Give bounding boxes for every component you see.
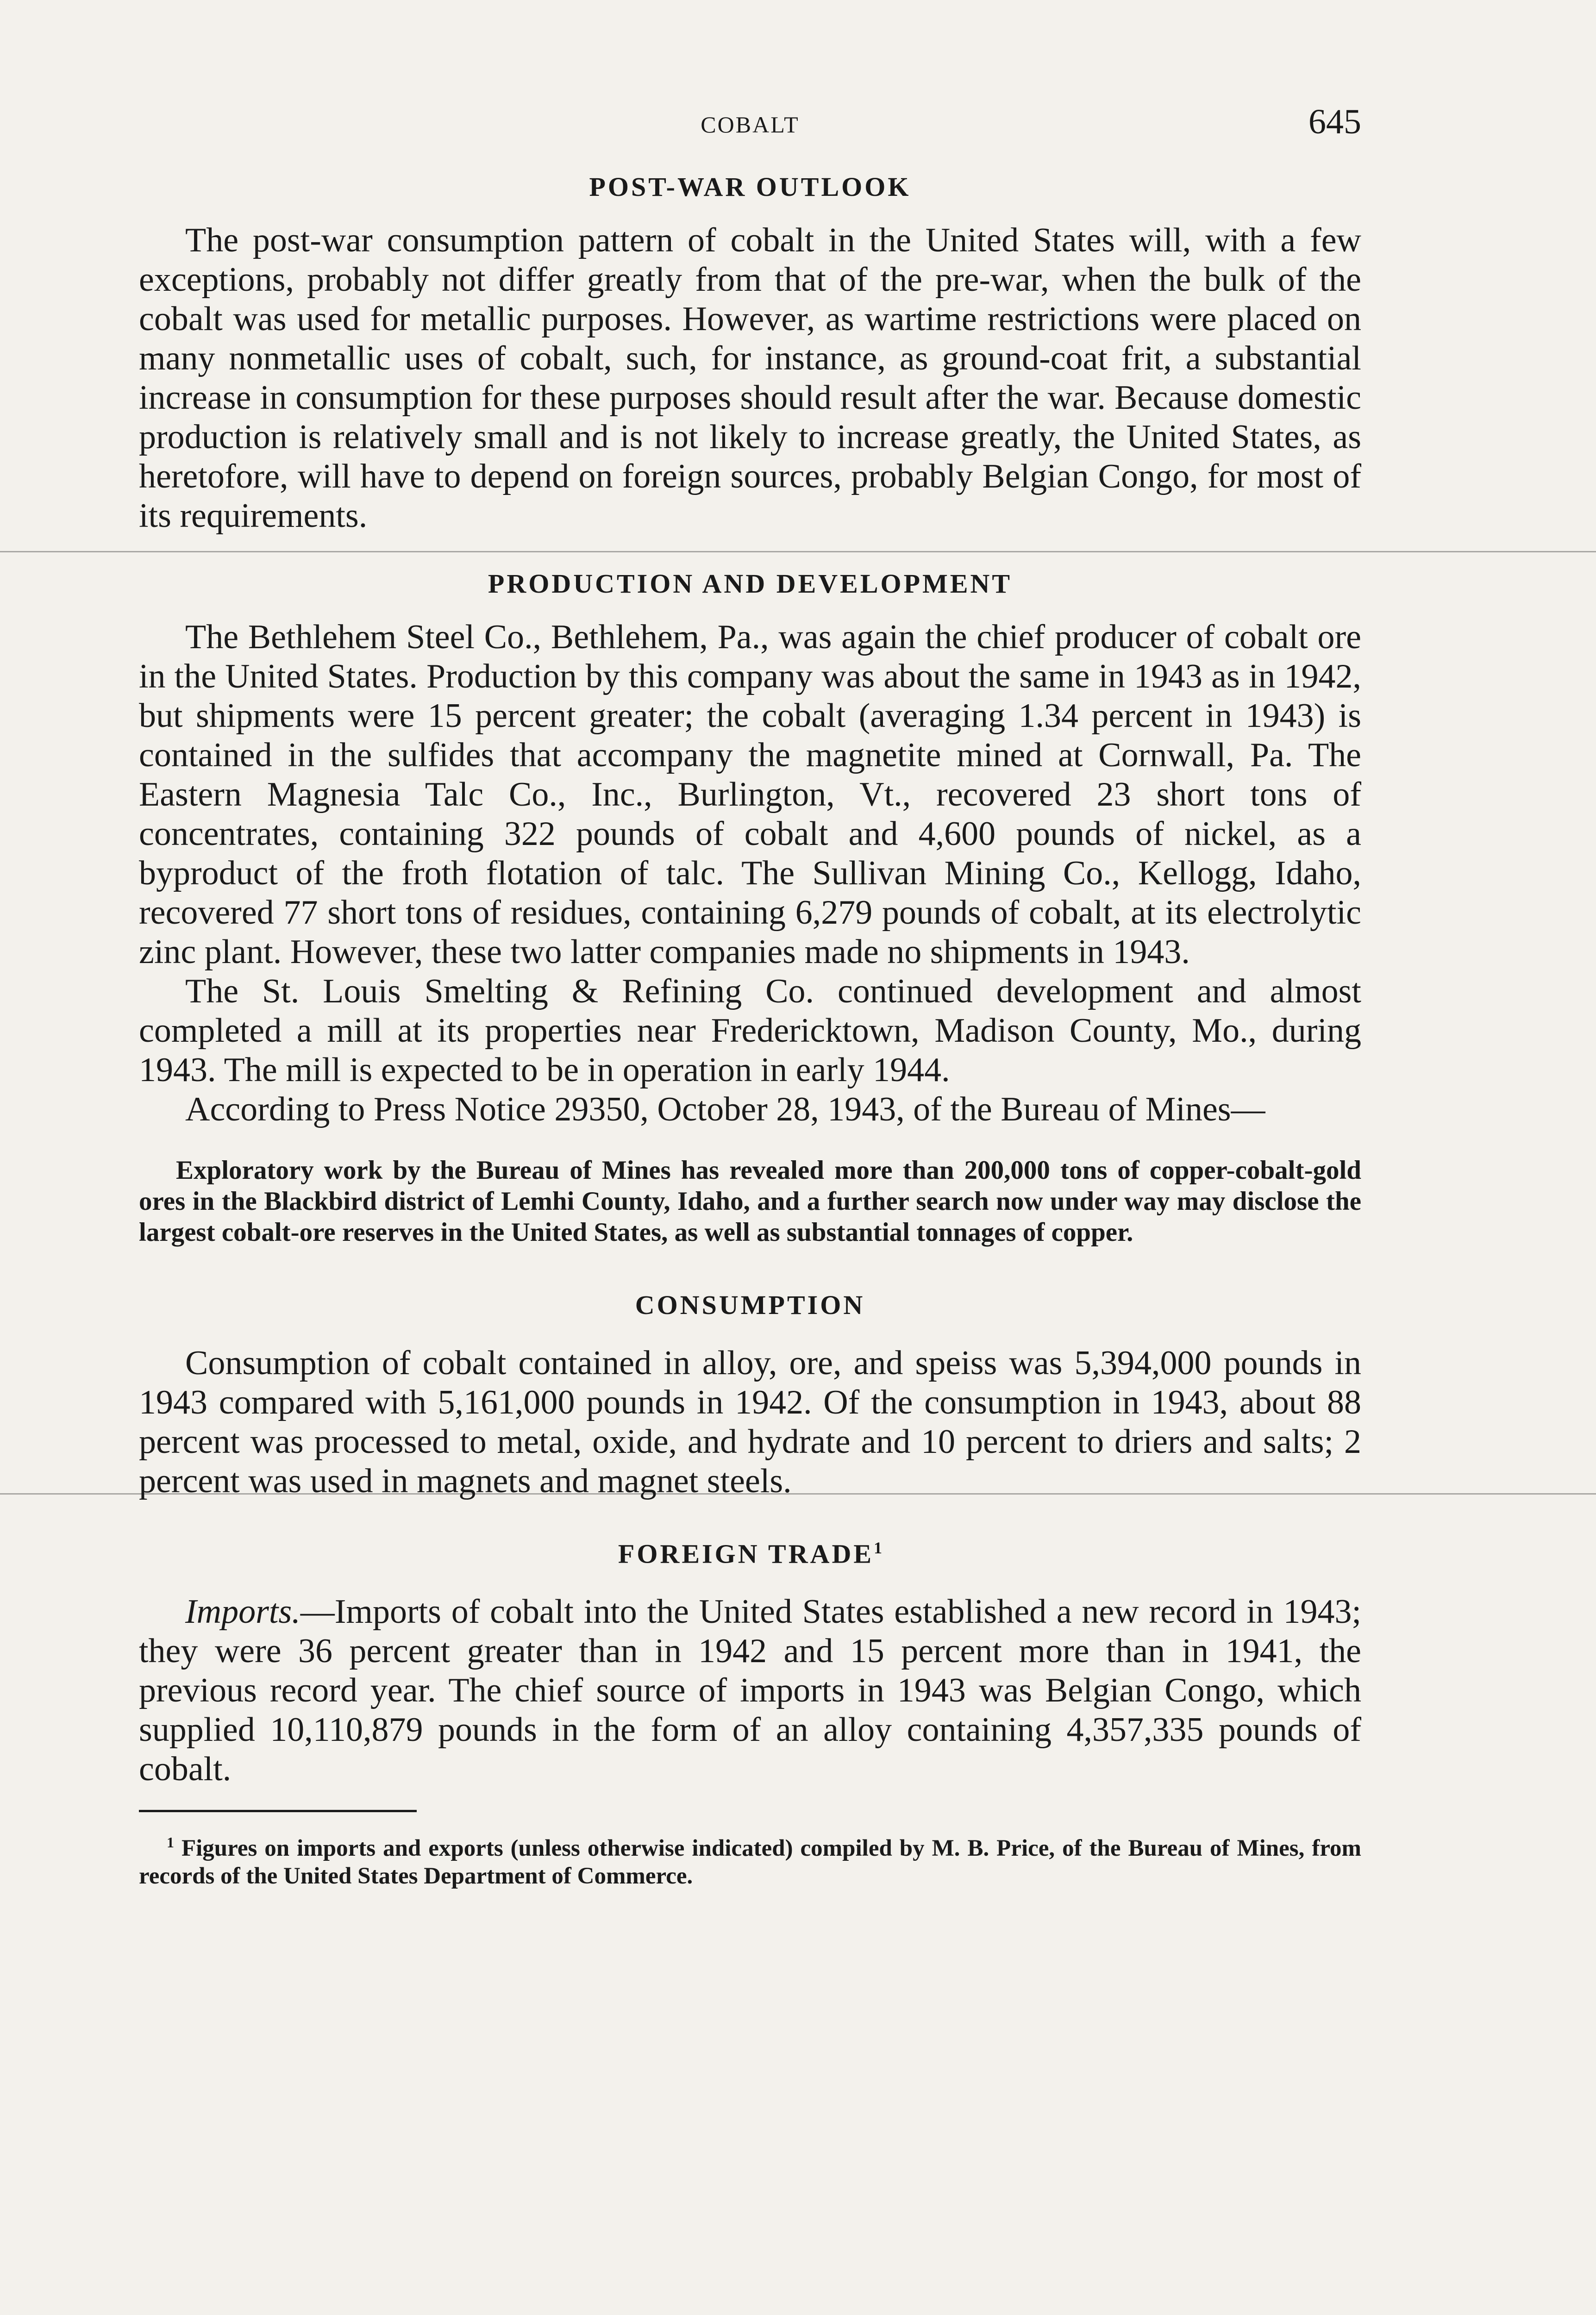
footnote	[139, 1828, 1361, 1890]
imports-run-in-heading: Imports.	[185, 1593, 300, 1631]
block-quote-press-notice: Exploratory work by the Bureau of Mines has revealed more than 200,000 tons of copper-cobalt-gold ores in the Blackbird district of Lemhi County, Idaho, and a further search now under way may disclose the largest cobalt-ore reserves in the United States, as well as substantial tonnages of copper.	[139, 1156, 1361, 1247]
section-heading-consumption: CONSUMPTION	[635, 1290, 865, 1320]
footnote-rule	[139, 1810, 417, 1812]
paragraph-imports	[139, 1592, 1361, 1789]
document-page	[139, 97, 1361, 1890]
paragraph-consumption: Consumption of cobalt contained in alloy, ore, and speiss was 5,394,000 pounds in 1943 compared with 5,161,000 pounds in 1942. Of the consumption in 1943, about 88 percent was processed to metal, oxide, and hydrate and 10 percent to driers and salts; 2 percent was used in magnets and magnet steels.	[139, 1344, 1361, 1500]
section-heading-foreign-trade	[139, 1538, 1361, 1569]
paragraph-production-2: The St. Louis Smelting & Refining Co. continued development and almost completed a mill at its properties near Fredericktown, Madison County, Mo., during 1943. The mill is expected to be in operation in early 1944.	[139, 972, 1361, 1089]
imports-text: —Imports of cobalt into the United States established a new record in 1943; they were 36 percent greater than in 1942 and 15 percent more than in 1941, the previous record year. The chief source of imports in 1943 was Belgian Congo, which supplied 10,110,879 pounds in the form of an alloy containing 4,357,335 pounds of cobalt.	[139, 1593, 1361, 1789]
paragraph-production-1: The Bethlehem Steel Co., Bethlehem, Pa., was again the chief producer of cobalt ore in the United States. Production by this company was about the same in 1943 as in 1942, but shipments were 15 percent greater; the cobalt (averaging 1.34 percent in 1943) is contained in the sulfides that accompany the magnetite mined at Cornwall, Pa. The Eastern Magnesia Talc Co., Inc., Burlington, Vt., recovered 23 short tons of concentrates, containing 322 pounds of cobalt and 4,600 pounds of nickel, as a byproduct of the froth flotation of talc. The Sullivan Mining Co., Kellogg, Idaho, recovered 77 short tons of residues, containing 6,279 pounds of cobalt, at its electrolytic zinc plant. However, these two latter companies made no shipments in 1943.	[139, 618, 1361, 971]
footnote-reference: 1	[874, 1539, 882, 1557]
paragraph-production-3: According to Press Notice 29350, October 28, 1943, of the Bureau of Mines—	[185, 1090, 1265, 1128]
footnote-text: Figures on imports and exports (unless otherwise indicated) compiled by M. B. Price, of the Bureau of Mines, from records of the United States Department of Commerce.	[139, 1835, 1362, 1890]
running-head	[139, 97, 1361, 153]
paragraph-post-war: The post-war consumption pattern of cobalt in the United States will, with a few exceptions, probably not differ greatly from that of the pre-war, when the bulk of the cobalt was used for metallic purposes. However, as wartime restrictions were placed on many nonmetallic uses of cobalt, such, for instance, as ground-coat frit, a substantial increase in consumption for these purposes should result after the war. Because domestic production is relatively small and is not likely to increase greatly, the United States, as heretofore, will have to depend on foreign sources, probably Belgian Congo, for most of its requirements.	[139, 221, 1361, 535]
section-heading-post-war: POST-WAR OUTLOOK	[589, 172, 911, 202]
running-head-title: COBALT	[701, 112, 800, 138]
section-heading-production: PRODUCTION AND DEVELOPMENT	[488, 569, 1013, 599]
footnote-marker: 1	[167, 1834, 174, 1851]
section-heading-foreign-trade-text: FOREIGN TRADE	[618, 1539, 874, 1569]
page-number: 645	[1308, 102, 1361, 141]
